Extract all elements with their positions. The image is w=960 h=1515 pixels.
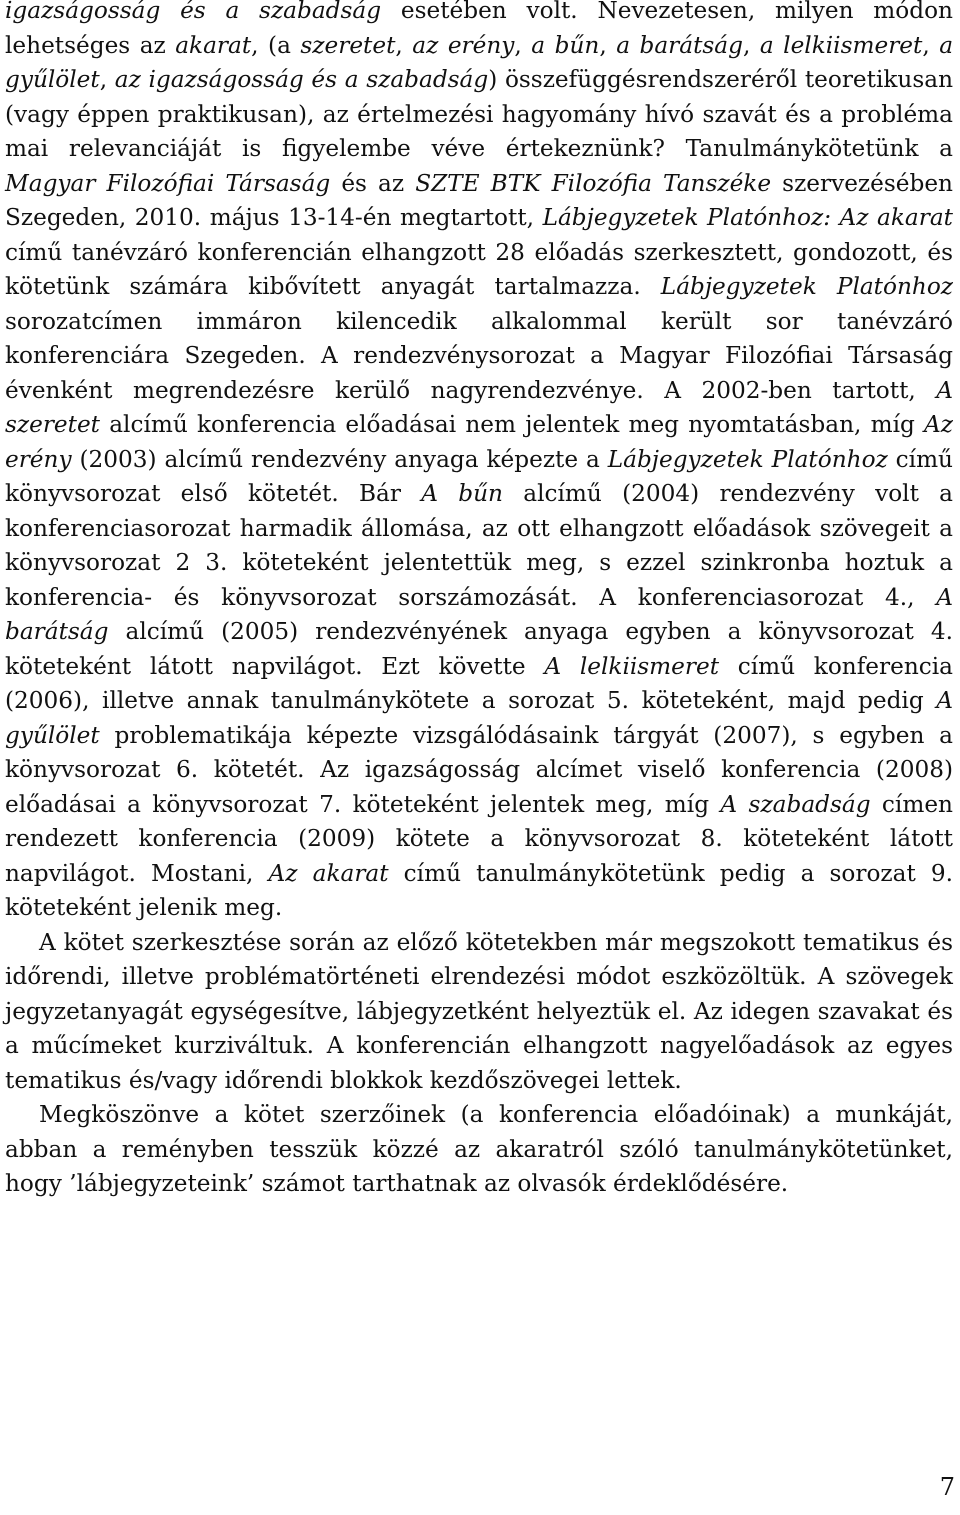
- text-run: ,: [514, 31, 532, 59]
- text-run: címen rendezett konferencia (2009) kötete a könyvsorozat 8. köteteként látott napvilágot. Mostani,: [5, 790, 953, 887]
- text-run: ,: [395, 31, 413, 59]
- italic-text: SZTE BTK Filozófia Tanszéke: [415, 169, 772, 197]
- page-number: 7: [939, 1473, 955, 1501]
- text-run: A kötet szerkesztése során az előző kötetekben már megszokott tematikus és időrendi, illetve problématörténeti elrendezési módot eszközöltük. A szövegek jegyzetanyagát egységesítve, lábjegyzetként helyeztük el. Az idegen szavakat és a műcímeket kurziváltuk. A konferencián elhangzott nagyelőadások az egyes tematikus és/vagy időrendi blokkok kezdőszövegei lettek.: [5, 928, 953, 1094]
- paragraph-3: [5, 1098, 953, 1202]
- paragraph-1: [5, 0, 953, 926]
- italic-text: a barátság: [616, 31, 743, 59]
- italic-text: A lelkiismeret: [544, 652, 720, 680]
- paragraph-2: [5, 926, 953, 1099]
- text-run: alcímű (2005) rendezvényének anyaga egyben a könyvsorozat 4. köteteként látott napvilágot. Ezt követte: [5, 618, 953, 680]
- italic-text: A barátság: [5, 583, 953, 645]
- italic-text: A szeretet: [5, 376, 953, 438]
- italic-text: a lelkiismeret: [759, 31, 923, 59]
- text-run: című tanévzáró konferencián elhangzott 28 előadás szerkesztett, gondozott, és kötetünk számára kibővített anyagát tartalmazza.: [5, 238, 953, 300]
- text-run: ,: [742, 31, 760, 59]
- italic-text: a bűn: [531, 31, 600, 59]
- italic-text: A bűn: [421, 480, 503, 507]
- text-run: című tanulmánykötetünk pedig a sorozat 9. köteteként jelenik meg.: [5, 859, 954, 921]
- text-run: és az: [330, 169, 416, 197]
- text-run: ,: [99, 66, 115, 93]
- text-run: ,: [599, 31, 617, 59]
- text-run: , (a: [251, 31, 301, 59]
- text-run: problematikája képezte vizsgálódásaink tárgyát (2007), s egyben a könyvsorozat 6. kötetét. Az igazságosság alcímet viselő konferencia (2008) előadásai a könyvsorozat 7. köteteként jelentek meg, míg: [5, 721, 953, 818]
- text-run: című konferencia (2006), illetve annak tanulmánykötete a sorozat 5. köteteként, majd pedig: [5, 652, 953, 714]
- italic-text: igazságosság és a szabadság: [5, 0, 382, 24]
- text-run: sorozatcímen immáron kilencedik alkalommal került sor tanévzáró konferenciára Szegeden. A rendezvénysorozat a Magyar Filozófiai Társaság évenként megrendezésre kerülő nagyrendezvénye. A 2002-ben tartott,: [5, 307, 953, 404]
- italic-text: az erény: [412, 31, 515, 59]
- page-body: [5, 0, 953, 1202]
- text-run: Megköszönve a kötet szerzőinek (a konferencia előadóinak) a munkáját, abban a reményben tesszük közzé az akaratról szóló tanulmánykötetünket, hogy ’lábjegyzeteink’ számot tarthatnak az olvasók érdeklődésére.: [5, 1101, 953, 1197]
- italic-text: Lábjegyzetek Platónhoz: [607, 445, 888, 473]
- text-run: alcímű konferencia előadásai nem jelentek meg nyomtatásban, míg: [100, 411, 925, 438]
- italic-text: A szabadság: [720, 790, 871, 818]
- italic-text: Az akarat: [268, 859, 389, 887]
- text-run: esetében volt. Nevezetesen, milyen módon lehetséges az: [5, 0, 953, 59]
- text-run: című könyvsorozat első kötetét. Bár: [5, 445, 953, 507]
- text-run: szervezésében Szegeden, 2010. május 13-14-én megtartott,: [5, 169, 953, 231]
- italic-text: Magyar Filozófiai Társaság: [5, 169, 331, 197]
- italic-text: Az erény: [5, 411, 953, 473]
- text-run: ) összefüggésrendszeréről teoretikusan (vagy éppen praktikusan), az értelmezési hagyomány hívó szavát és a probléma mai relevanciáját is figyelembe véve értekeznünk? Tanulmánykötetünk a: [5, 66, 954, 162]
- italic-text: a gyűlölet: [5, 31, 954, 93]
- italic-text: akarat: [175, 31, 252, 59]
- text-run: (2003) alcímű rendezvény anyaga képezte a: [71, 445, 608, 473]
- italic-text: szeretet: [300, 31, 396, 59]
- italic-text: Lábjegyzetek Platónhoz: Az akarat: [542, 204, 953, 231]
- text-run: alcímű (2004) rendezvény volt a konferenciasorozat harmadik állomása, az ott elhangzott előadások szövegeit a könyvsorozat 2 3. köteteként jelentettük meg, s ezzel szinkronba hoztuk a konferencia- és könyvsorozat sorszámozását. A konferenciasorozat 4.,: [5, 480, 953, 611]
- italic-text: A gyűlölet: [5, 687, 953, 749]
- italic-text: az igazságosság és a szabadság: [114, 66, 489, 93]
- italic-text: Lábjegyzetek Platónhoz: [660, 273, 954, 300]
- text-run: ,: [922, 31, 940, 59]
